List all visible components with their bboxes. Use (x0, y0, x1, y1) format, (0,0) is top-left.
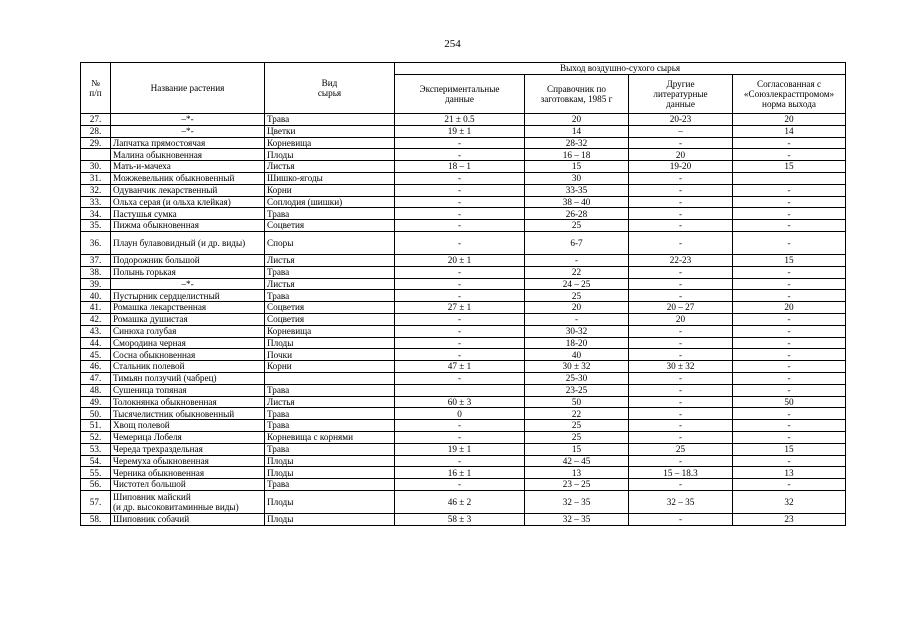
raw-material-type: Соплодия (шишки) (265, 196, 395, 208)
reference-value: 22 (525, 266, 629, 278)
raw-material-type: Споры (265, 231, 395, 254)
experimental-value: - (395, 290, 525, 302)
table-row (81, 220, 846, 232)
plant-name: Лапчатка прямостоячая (111, 137, 265, 149)
experimental-value: - (395, 313, 525, 325)
other-literature-value: - (629, 396, 733, 408)
row-number: 53. (81, 443, 111, 455)
table-row (81, 172, 846, 184)
raw-material-type: Плоды (265, 149, 395, 161)
agreed-norm-value: - (733, 231, 846, 254)
other-literature-value: - (629, 408, 733, 420)
plant-name: Чемерица Лобеля (111, 431, 265, 443)
plant-name: Хвощ полевой (111, 420, 265, 432)
plant-name: Одуванчик лекарственный (111, 184, 265, 196)
plant-name: Ромашка лекарственная (111, 302, 265, 314)
header-other: Другие литературные данные (629, 75, 733, 114)
agreed-norm-value: 32 (733, 490, 846, 513)
plant-name: Ольха серая (и ольха клейкая) (111, 196, 265, 208)
experimental-value: - (395, 455, 525, 467)
agreed-norm-value: 23 (733, 513, 846, 525)
table-row (81, 196, 846, 208)
plant-name: Синюха голубая (111, 325, 265, 337)
table-row (81, 208, 846, 220)
raw-material-type: Трава (265, 266, 395, 278)
experimental-value: 18 – 1 (395, 161, 525, 173)
agreed-norm-value: - (733, 208, 846, 220)
row-number: 47. (81, 372, 111, 384)
raw-material-type: Корневища с корнями (265, 431, 395, 443)
other-literature-value: 22-23 (629, 254, 733, 266)
raw-material-type: Соцветия (265, 302, 395, 314)
other-literature-value: - (629, 513, 733, 525)
raw-material-type: Шишко-ягоды (265, 172, 395, 184)
plant-name: Чистотел большой (111, 479, 265, 491)
experimental-value: - (395, 149, 525, 161)
raw-material-type: Плоды (265, 490, 395, 513)
row-number: 28. (81, 125, 111, 137)
table-row (81, 114, 846, 126)
raw-material-type (265, 372, 395, 384)
other-literature-value: - (629, 278, 733, 290)
reference-value: 16 – 18 (525, 149, 629, 161)
agreed-norm-value: - (733, 266, 846, 278)
experimental-value: 19 ± 1 (395, 125, 525, 137)
row-number: 35. (81, 220, 111, 232)
raw-material-type: Соцветия (265, 313, 395, 325)
table-row (81, 184, 846, 196)
raw-material-type: Соцветия (265, 220, 395, 232)
raw-material-type: Листья (265, 278, 395, 290)
other-literature-value: - (629, 266, 733, 278)
experimental-value: 27 ± 1 (395, 302, 525, 314)
table-row (81, 313, 846, 325)
experimental-value: - (395, 325, 525, 337)
row-number: 50. (81, 408, 111, 420)
table-row (81, 149, 846, 161)
other-literature-value: - (629, 208, 733, 220)
experimental-value: - (395, 337, 525, 349)
reference-value: 18-20 (525, 337, 629, 349)
reference-value: 30-32 (525, 325, 629, 337)
agreed-norm-value: - (733, 337, 846, 349)
raw-material-type: Трава (265, 290, 395, 302)
agreed-norm-value: - (733, 184, 846, 196)
header-part: Вид сырья (265, 63, 395, 114)
reference-value: - (525, 313, 629, 325)
other-literature-value: - (629, 431, 733, 443)
agreed-norm-value: - (733, 313, 846, 325)
row-number: 31. (81, 172, 111, 184)
plant-name: Стальник полевой (111, 361, 265, 373)
agreed-norm-value: - (733, 372, 846, 384)
plant-name: Толокнянка обыкновенная (111, 396, 265, 408)
plant-name: Пустырник сердцелистный (111, 290, 265, 302)
plant-name: Плаун булавовидный (и др. виды) (111, 231, 265, 254)
plant-name: Шиповник майский (и др. высоковитаминные виды) (111, 490, 265, 513)
other-literature-value: - (629, 184, 733, 196)
table-row (81, 302, 846, 314)
table-row (81, 443, 846, 455)
other-literature-value: - (629, 137, 733, 149)
experimental-value: - (395, 196, 525, 208)
experimental-value: - (395, 172, 525, 184)
table-row (81, 384, 846, 396)
agreed-norm-value: 13 (733, 467, 846, 479)
row-number: 32. (81, 184, 111, 196)
agreed-norm-value: 14 (733, 125, 846, 137)
table-row (81, 513, 846, 525)
reference-value: 6-7 (525, 231, 629, 254)
raw-material-type: Плоды (265, 455, 395, 467)
table-row (81, 467, 846, 479)
reference-value: 38 – 40 (525, 196, 629, 208)
agreed-norm-value: 15 (733, 161, 846, 173)
reference-value: 32 – 35 (525, 490, 629, 513)
reference-value: 15 (525, 161, 629, 173)
reference-value: 32 – 35 (525, 513, 629, 525)
plant-name: Тимьян ползучий (чабрец) (111, 372, 265, 384)
raw-material-type: Листья (265, 161, 395, 173)
experimental-value: - (395, 184, 525, 196)
plant-name: Ромашка душистая (111, 313, 265, 325)
plant-name: Сосна обыкновенная (111, 349, 265, 361)
experimental-value: - (395, 220, 525, 232)
reference-value: 50 (525, 396, 629, 408)
table-row (81, 490, 846, 513)
plant-name: Пастушья сумка (111, 208, 265, 220)
agreed-norm-value: - (733, 455, 846, 467)
reference-value: 33-35 (525, 184, 629, 196)
reference-value: - (525, 254, 629, 266)
table-row (81, 137, 846, 149)
table-row (81, 479, 846, 491)
plant-name: Можжевельник обыкновенный (111, 172, 265, 184)
agreed-norm-value: 20 (733, 302, 846, 314)
plant-name: Сушеница топяная (111, 384, 265, 396)
header-agreed: Согласованная с «Союзлекрастпромом» норма выхода (733, 75, 846, 114)
experimental-value: 16 ± 1 (395, 467, 525, 479)
row-number: 37. (81, 254, 111, 266)
plant-name: Черника обыкновенная (111, 467, 265, 479)
agreed-norm-value: - (733, 479, 846, 491)
experimental-value: 60 ± 3 (395, 396, 525, 408)
row-number: 49. (81, 396, 111, 408)
reference-value: 42 – 45 (525, 455, 629, 467)
reference-value: 40 (525, 349, 629, 361)
other-literature-value: - (629, 337, 733, 349)
raw-material-type: Листья (265, 254, 395, 266)
header-yield-group: Выход воздушно-сухого сырья (395, 63, 846, 75)
header-name: Название растения (111, 63, 265, 114)
other-literature-value: - (629, 196, 733, 208)
row-number: 45. (81, 349, 111, 361)
raw-material-type: Трава (265, 443, 395, 455)
reference-value: 25-30 (525, 372, 629, 384)
row-number: 55. (81, 467, 111, 479)
other-literature-value: – (629, 125, 733, 137)
experimental-value (395, 384, 525, 396)
plant-name: Череда трехраздельная (111, 443, 265, 455)
experimental-value: - (395, 420, 525, 432)
reference-value: 23 – 25 (525, 479, 629, 491)
row-number (81, 149, 111, 161)
table-row (81, 408, 846, 420)
plant-name: Тысячелистник обыкновенный (111, 408, 265, 420)
other-literature-value: - (629, 384, 733, 396)
raw-material-type: Плоды (265, 337, 395, 349)
agreed-norm-value: - (733, 384, 846, 396)
row-number: 46. (81, 361, 111, 373)
plant-name: Смородина черная (111, 337, 265, 349)
row-number: 57. (81, 490, 111, 513)
agreed-norm-value: 15 (733, 443, 846, 455)
other-literature-value: 20 (629, 149, 733, 161)
reference-value: 22 (525, 408, 629, 420)
experimental-value: 19 ± 1 (395, 443, 525, 455)
raw-material-type: Плоды (265, 513, 395, 525)
other-literature-value: - (629, 372, 733, 384)
reference-value: 23-25 (525, 384, 629, 396)
reference-value: 14 (525, 125, 629, 137)
reference-value: 25 (525, 420, 629, 432)
other-literature-value: - (629, 420, 733, 432)
other-literature-value: - (629, 455, 733, 467)
plant-name: –*- (111, 114, 265, 126)
reference-value: 13 (525, 467, 629, 479)
reference-value: 30 ± 32 (525, 361, 629, 373)
reference-value: 28-32 (525, 137, 629, 149)
experimental-value: - (395, 208, 525, 220)
other-literature-value: 30 ± 32 (629, 361, 733, 373)
agreed-norm-value: - (733, 196, 846, 208)
raw-material-type: Корневища (265, 325, 395, 337)
experimental-value: - (395, 278, 525, 290)
agreed-norm-value: 20 (733, 114, 846, 126)
row-number: 43. (81, 325, 111, 337)
plant-name: –*- (111, 278, 265, 290)
table-row (81, 431, 846, 443)
other-literature-value: 20-23 (629, 114, 733, 126)
yield-table (80, 62, 846, 526)
row-number: 27. (81, 114, 111, 126)
experimental-value: 46 ± 2 (395, 490, 525, 513)
experimental-value: - (395, 231, 525, 254)
table-row (81, 420, 846, 432)
table-row (81, 396, 846, 408)
row-number: 38. (81, 266, 111, 278)
experimental-value: - (395, 431, 525, 443)
agreed-norm-value: 15 (733, 254, 846, 266)
plant-name: Шиповник собачий (111, 513, 265, 525)
header-reference: Справочник по заготовкам, 1985 г (525, 75, 629, 114)
raw-material-type: Трава (265, 479, 395, 491)
raw-material-type: Трава (265, 114, 395, 126)
agreed-norm-value: - (733, 278, 846, 290)
table-row (81, 361, 846, 373)
other-literature-value: - (629, 290, 733, 302)
other-literature-value: - (629, 349, 733, 361)
table-row (81, 231, 846, 254)
row-number: 56. (81, 479, 111, 491)
table-body (81, 114, 846, 526)
table-row (81, 455, 846, 467)
other-literature-value: 15 – 18.3 (629, 467, 733, 479)
raw-material-type: Трава (265, 208, 395, 220)
experimental-value: 21 ± 0.5 (395, 114, 525, 126)
raw-material-type: Трава (265, 408, 395, 420)
row-number: 30. (81, 161, 111, 173)
raw-material-type: Корневища (265, 137, 395, 149)
raw-material-type: Трава (265, 384, 395, 396)
row-number: 52. (81, 431, 111, 443)
experimental-value: - (395, 137, 525, 149)
other-literature-value: 20 – 27 (629, 302, 733, 314)
plant-name: Полынь горькая (111, 266, 265, 278)
experimental-value: - (395, 349, 525, 361)
row-number: 42. (81, 313, 111, 325)
reference-value: 25 (525, 431, 629, 443)
row-number: 48. (81, 384, 111, 396)
raw-material-type: Трава (265, 420, 395, 432)
plant-name: Малина обыкновенная (111, 149, 265, 161)
row-number: 41. (81, 302, 111, 314)
table-row (81, 337, 846, 349)
plant-name: Подорожник большой (111, 254, 265, 266)
agreed-norm-value: - (733, 408, 846, 420)
other-literature-value: - (629, 220, 733, 232)
plant-name: –*- (111, 125, 265, 137)
reference-value: 30 (525, 172, 629, 184)
table-row (81, 349, 846, 361)
agreed-norm-value: 50 (733, 396, 846, 408)
row-number: 33. (81, 196, 111, 208)
table-row (81, 125, 846, 137)
plant-name: Пижма обыкновенная (111, 220, 265, 232)
row-number: 58. (81, 513, 111, 525)
table-row (81, 254, 846, 266)
other-literature-value: 25 (629, 443, 733, 455)
table-row (81, 161, 846, 173)
experimental-value: 58 ± 3 (395, 513, 525, 525)
experimental-value: - (395, 479, 525, 491)
row-number: 39. (81, 278, 111, 290)
table-row (81, 266, 846, 278)
raw-material-type: Корни (265, 361, 395, 373)
row-number: 51. (81, 420, 111, 432)
reference-value: 25 (525, 290, 629, 302)
reference-value: 26-28 (525, 208, 629, 220)
agreed-norm-value (733, 172, 846, 184)
raw-material-type: Цветки (265, 125, 395, 137)
other-literature-value: - (629, 479, 733, 491)
plant-name: Черемуха обыкновенная (111, 455, 265, 467)
row-number: 36. (81, 231, 111, 254)
table-row (81, 290, 846, 302)
reference-value: 20 (525, 114, 629, 126)
row-number: 29. (81, 137, 111, 149)
other-literature-value: 32 – 35 (629, 490, 733, 513)
other-literature-value: 19-20 (629, 161, 733, 173)
table-row (81, 325, 846, 337)
raw-material-type: Почки (265, 349, 395, 361)
other-literature-value: 20 (629, 313, 733, 325)
header-experimental: Экспериментальные данные (395, 75, 525, 114)
agreed-norm-value: - (733, 431, 846, 443)
raw-material-type: Корни (265, 184, 395, 196)
table-row (81, 278, 846, 290)
row-number: 54. (81, 455, 111, 467)
other-literature-value: - (629, 325, 733, 337)
other-literature-value: - (629, 172, 733, 184)
raw-material-type: Листья (265, 396, 395, 408)
experimental-value: - (395, 372, 525, 384)
agreed-norm-value: - (733, 290, 846, 302)
page-number: 254 (444, 38, 461, 50)
row-number: 34. (81, 208, 111, 220)
row-number: 44. (81, 337, 111, 349)
raw-material-type: Плоды (265, 467, 395, 479)
reference-value: 24 – 25 (525, 278, 629, 290)
agreed-norm-value: - (733, 420, 846, 432)
reference-value: 15 (525, 443, 629, 455)
row-number: 40. (81, 290, 111, 302)
agreed-norm-value: - (733, 137, 846, 149)
agreed-norm-value: - (733, 220, 846, 232)
agreed-norm-value: - (733, 349, 846, 361)
plant-name: Мать-и-мачеха (111, 161, 265, 173)
other-literature-value: - (629, 231, 733, 254)
table-row (81, 372, 846, 384)
experimental-value: 0 (395, 408, 525, 420)
agreed-norm-value: - (733, 325, 846, 337)
experimental-value: 47 ± 1 (395, 361, 525, 373)
reference-value: 25 (525, 220, 629, 232)
agreed-norm-value: - (733, 361, 846, 373)
reference-value: 20 (525, 302, 629, 314)
header-num: № п/п (81, 63, 111, 114)
experimental-value: 20 ± 1 (395, 254, 525, 266)
agreed-norm-value: - (733, 149, 846, 161)
experimental-value: - (395, 266, 525, 278)
